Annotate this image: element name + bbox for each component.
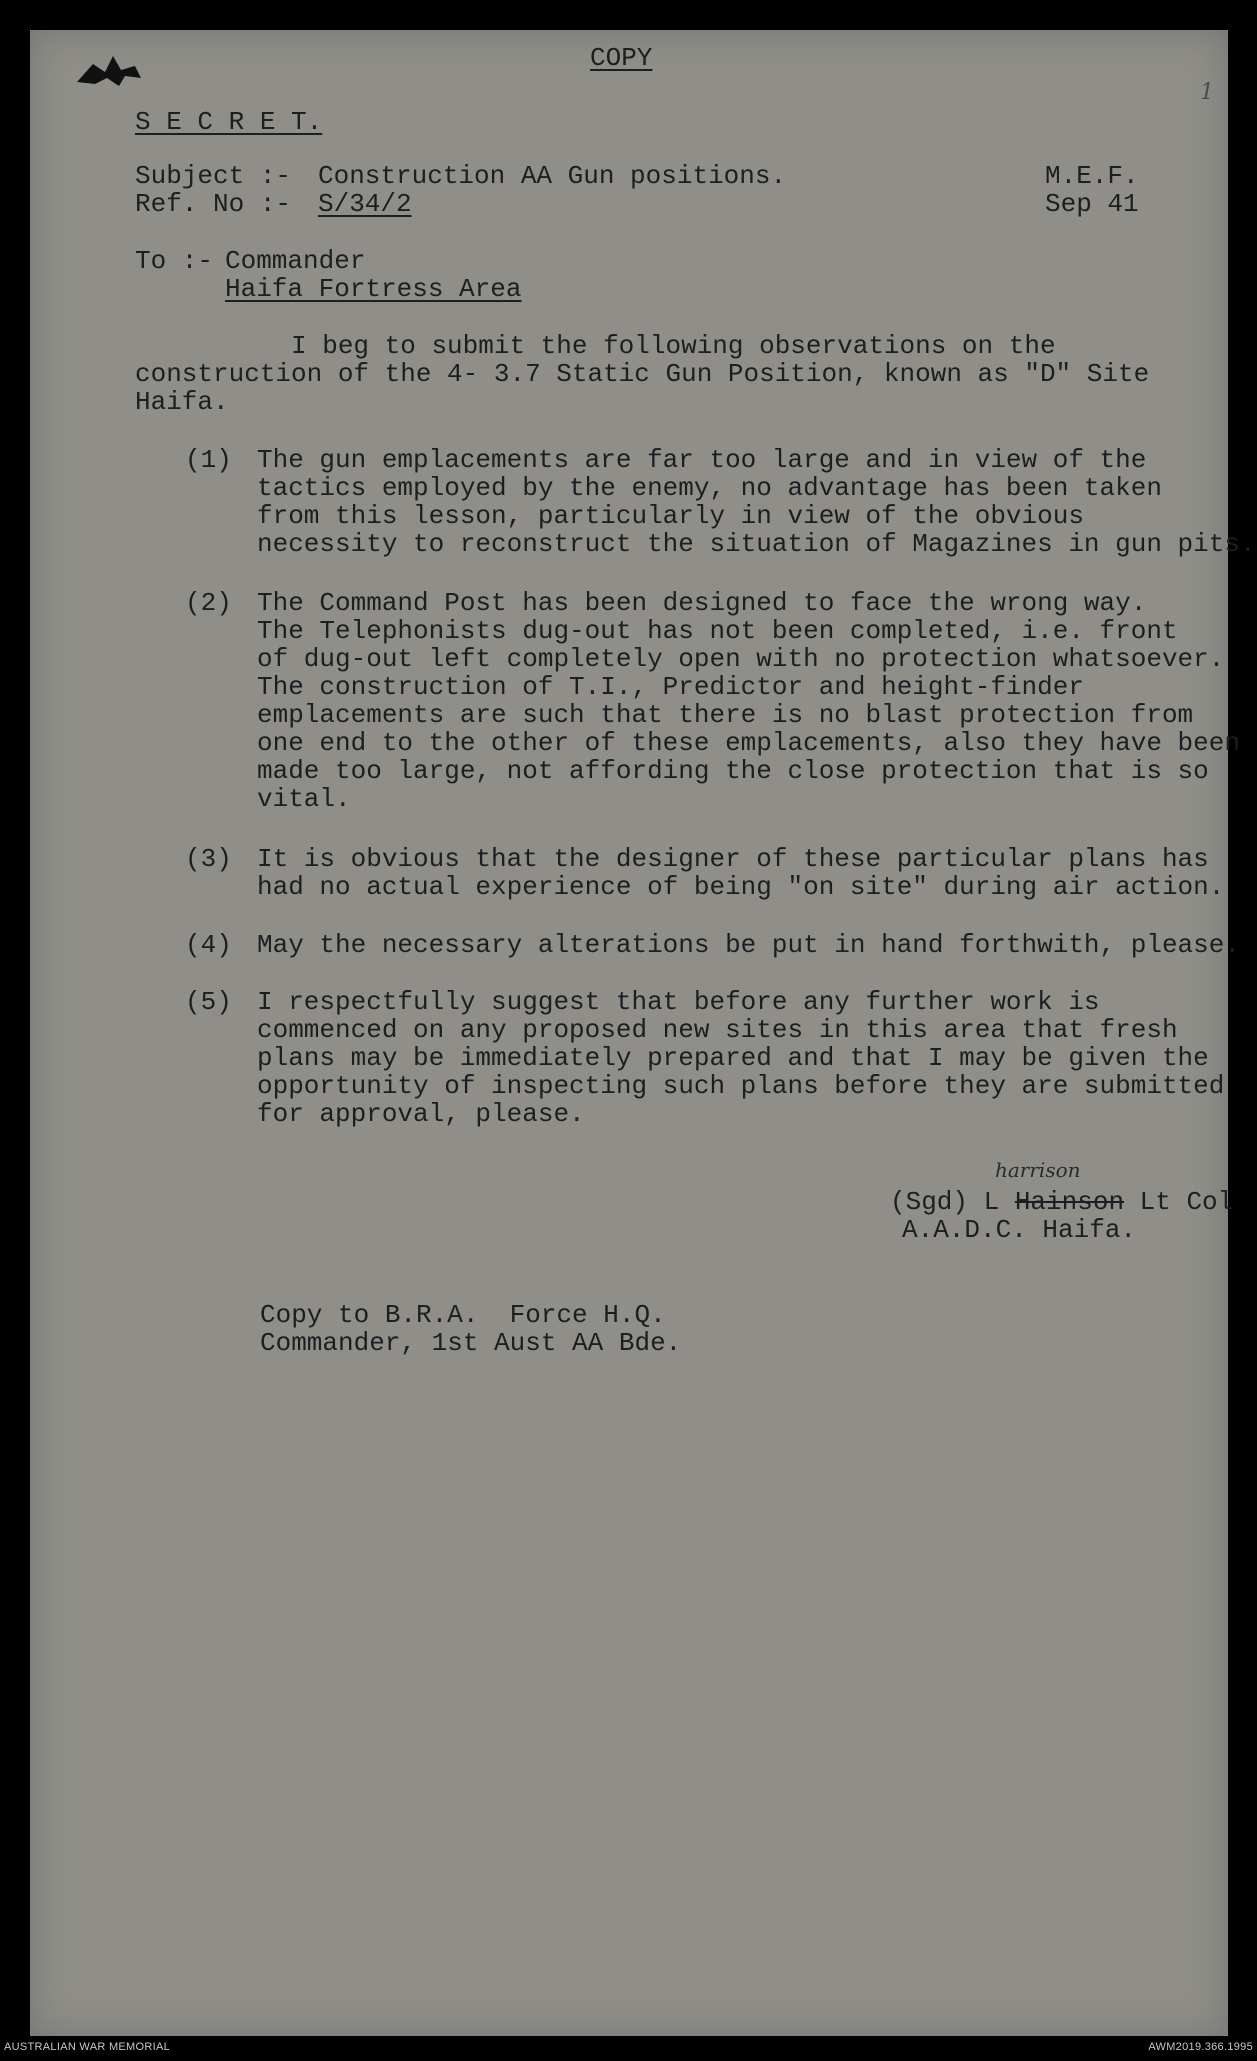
- paragraph-line: plans may be immediately prepared and that I may be given the: [257, 1043, 1209, 1073]
- intro-line: I beg to submit the following observations on the: [135, 331, 1056, 361]
- intro-line: Haifa.: [135, 387, 229, 417]
- date: Sep 41: [1045, 189, 1139, 219]
- paragraph-3: [257, 845, 1224, 901]
- subject-value: Construction AA Gun positions.: [318, 161, 787, 191]
- paragraph-2: [257, 589, 1240, 813]
- paragraph-line: vital.: [257, 784, 351, 814]
- ref-label: Ref. No :-: [135, 189, 292, 219]
- paragraph-line: made too large, not affording the close protection that is so: [257, 756, 1209, 786]
- paragraph-line: May the necessary alterations be put in hand forthwith, please.: [257, 930, 1240, 960]
- intro-paragraph: [135, 332, 1149, 416]
- signature-suffix: Lt Col: [1124, 1187, 1234, 1217]
- paragraph-line: commenced on any proposed new sites in this area that fresh: [257, 1015, 1178, 1045]
- paragraph-line: It is obvious that the designer of these particular plans has: [257, 844, 1209, 874]
- paragraph-line: The Telephonists dug-out has not been completed, i.e. front: [257, 616, 1178, 646]
- signature-title: A.A.D.C. Haifa.: [902, 1215, 1137, 1245]
- paragraph-line: I respectfully suggest that before any further work is: [257, 987, 1100, 1017]
- copy-label: COPY: [590, 43, 653, 73]
- archive-footer-left: AUSTRALIAN WAR MEMORIAL: [4, 2041, 171, 2053]
- paragraph-line: The Command Post has been designed to face the wrong way.: [257, 588, 1147, 618]
- ink-blot-icon: [75, 52, 145, 92]
- paragraph-line: opportunity of inspecting such plans before they are submitted: [257, 1071, 1225, 1101]
- paragraph-number: (1): [185, 445, 232, 475]
- origin: M.E.F.: [1045, 161, 1139, 191]
- subject-label: Subject :-: [135, 161, 292, 191]
- paragraph-line: tactics employed by the enemy, no advantage has been taken: [257, 473, 1162, 503]
- copy-to-line1: Copy to B.R.A. Force H.Q.: [260, 1300, 666, 1330]
- paragraph-line: one end to the other of these emplacements, also they have been: [257, 728, 1240, 758]
- signature-prefix: (Sgd) L: [890, 1187, 1015, 1217]
- paragraph-5: [257, 988, 1224, 1128]
- addressee-line1: Commander: [225, 246, 366, 276]
- paragraph-number: (5): [185, 987, 232, 1017]
- page-number-mark: 1: [1200, 80, 1214, 105]
- intro-line: construction of the 4- 3.7 Static Gun Position, known as "D" Site: [135, 359, 1150, 389]
- paragraph-line: had no actual experience of being "on site" during air action.: [257, 872, 1225, 902]
- paragraph-line: from this lesson, particularly in view of the obvious: [257, 501, 1084, 531]
- archive-footer-right: AWM2019.366.1995: [1148, 2041, 1253, 2053]
- signature-name: Hainson: [1014, 1187, 1125, 1217]
- addressee-line2: Haifa Fortress Area: [225, 274, 522, 304]
- signature-correction: harrison: [995, 1158, 1081, 1182]
- paragraph-number: (3): [185, 844, 232, 874]
- copy-to-line2: Commander, 1st Aust AA Bde.: [260, 1328, 682, 1358]
- signature-line: [890, 1188, 1233, 1216]
- paragraph-line: for approval, please.: [257, 1099, 585, 1129]
- classification: S E C R E T.: [135, 107, 323, 137]
- to-label: To :-: [135, 246, 214, 276]
- paragraph-1: [257, 446, 1256, 558]
- paragraph-line: The construction of T.I., Predictor and height-finder: [257, 672, 1084, 702]
- ref-value: S/34/2: [318, 189, 412, 219]
- paragraph-4: [257, 931, 1240, 959]
- paragraph-number: (2): [185, 588, 232, 618]
- paragraph-line: emplacements are such that there is no blast protection from: [257, 700, 1194, 730]
- paragraph-line: The gun emplacements are far too large and in view of the: [257, 445, 1147, 475]
- paragraph-number: (4): [185, 930, 232, 960]
- paragraph-line: necessity to reconstruct the situation of Magazines in gun pits.: [257, 529, 1256, 559]
- paragraph-line: of dug-out left completely open with no protection whatsoever.: [257, 644, 1225, 674]
